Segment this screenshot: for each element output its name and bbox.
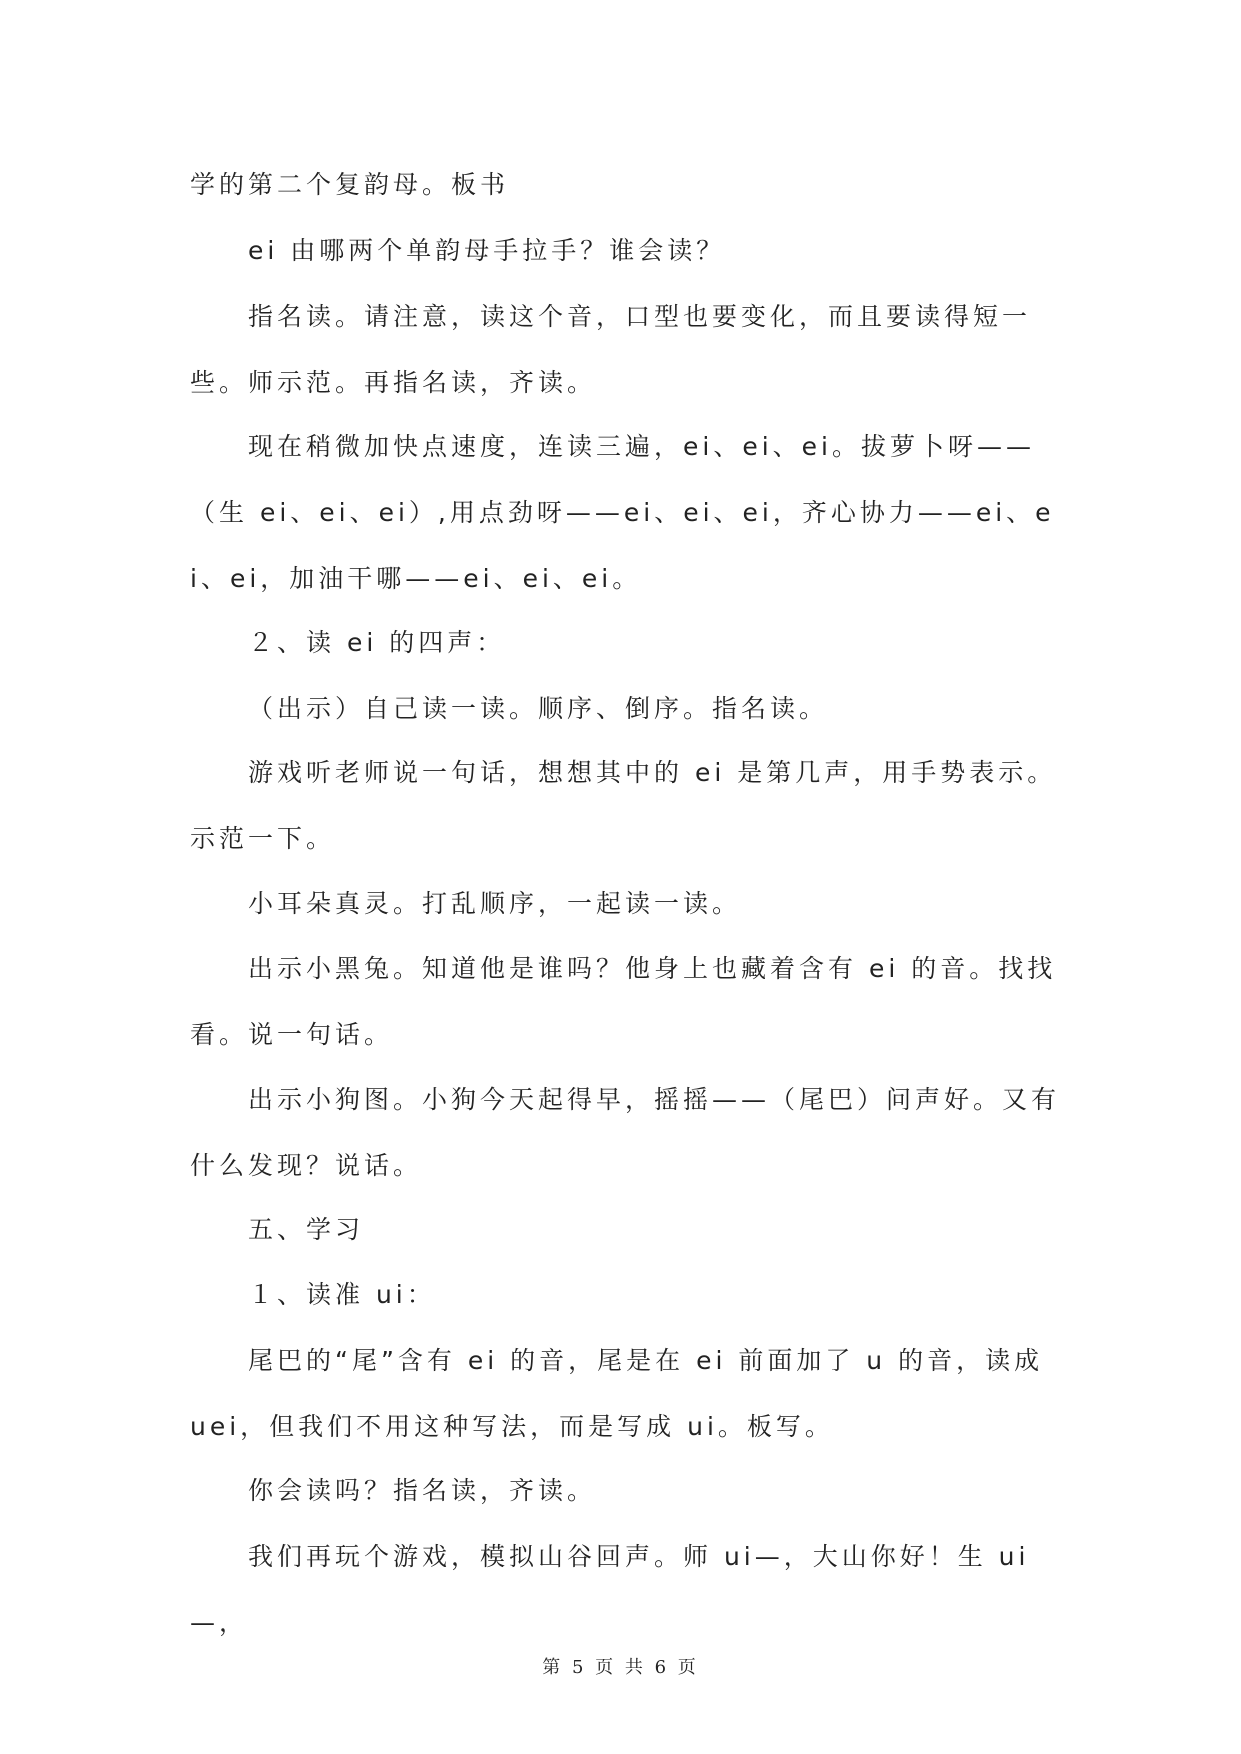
paragraph-6: （出示）自己读一读。顺序、倒序。指名读。 bbox=[248, 694, 829, 723]
paragraph-14: 你会读吗？指名读，齐读。 bbox=[248, 1476, 597, 1505]
paragraph-7: 游戏听老师说一句话，想想其中的 ei 是第几声，用手势表示。示范一下。 bbox=[190, 758, 1057, 853]
paragraph-15: 我们再玩个游戏，模拟山谷回声。师 ui—，大山你好！生 ui—， bbox=[190, 1542, 1030, 1637]
paragraph-13: 尾巴的“尾”含有 ei 的音，尾是在 ei 前面加了 u 的音，读成 uei，但我们不用这种写法，而是写成 ui。板写。 bbox=[190, 1346, 1044, 1441]
paragraph-9: 出示小黑兔。知道他是谁吗？他身上也藏着含有 ei 的音。找找看。说一句话。 bbox=[190, 954, 1057, 1049]
paragraph-1: 学的第二个复韵母。板书 bbox=[190, 170, 510, 199]
page-footer: 第 5 页 共 6 页 bbox=[542, 1657, 699, 1678]
paragraph-4: 现在稍微加快点速度，连读三遍，ei、ei、ei。拔萝卜呀——（生 ei、ei、ei）,用点劲呀——ei、ei、ei，齐心协力——ei、ei、ei，加油干哪——ei、ei、ei。 bbox=[190, 432, 1055, 593]
paragraph-8: 小耳朵真灵。打乱顺序，一起读一读。 bbox=[248, 889, 742, 918]
paragraph-5: ２、读 ei 的四声： bbox=[248, 628, 506, 657]
paragraph-2: ei 由哪两个单韵母手拉手？谁会读？ bbox=[248, 236, 726, 265]
subsection-heading: １、读准 ui： bbox=[248, 1280, 436, 1309]
section-heading: 五、学习 bbox=[248, 1215, 365, 1244]
paragraph-3: 指名读。请注意，读这个音，口型也要变化，而且要读得短一些。师示范。再指名读，齐读。 bbox=[190, 302, 1032, 397]
paragraph-10: 出示小狗图。小狗今天起得早，摇摇——（尾巴）问声好。又有什么发现？说话。 bbox=[190, 1085, 1061, 1180]
